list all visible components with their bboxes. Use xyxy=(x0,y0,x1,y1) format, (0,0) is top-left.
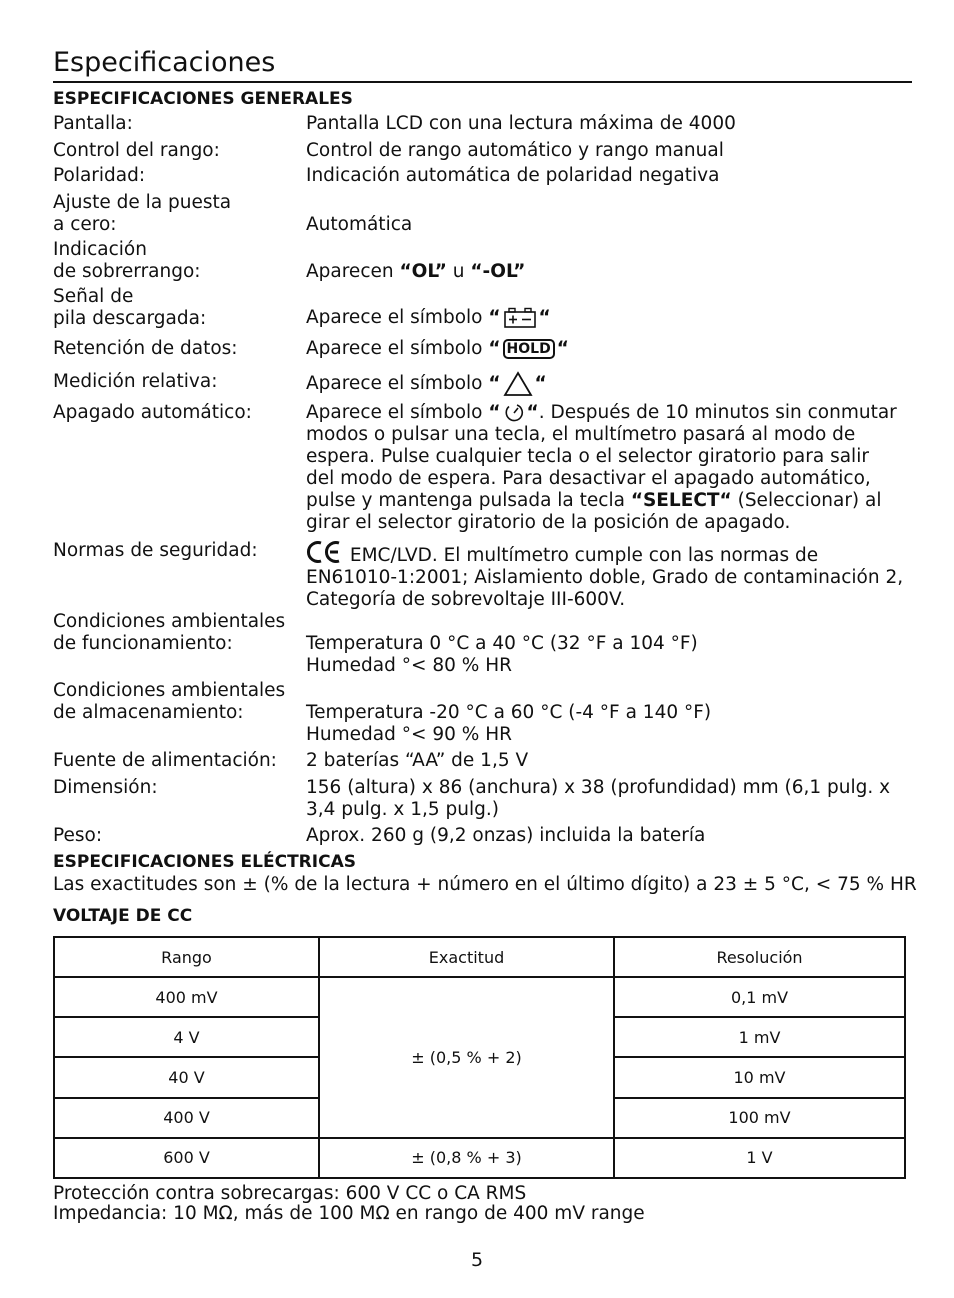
spec-value-polarity: Indicación automática de polaridad negativa xyxy=(306,165,720,186)
resolution-cell: 0,1 mV xyxy=(614,977,905,1017)
battery-icon xyxy=(503,307,537,329)
spec-label-data-hold: Retención de datos: xyxy=(53,338,238,359)
page-title: Especificaciones xyxy=(53,47,276,78)
accuracy-statement: Las exactitudes son ± (% de la lectura + número en el último dígito) a 23 ± 5 °C, < 75 % HR xyxy=(53,874,917,895)
table-row xyxy=(54,977,905,1017)
ce-mark-icon xyxy=(306,540,342,564)
spec-label-overrange: Indicación de sobrerrango: xyxy=(53,239,201,282)
spec-label-safety: Normas de seguridad: xyxy=(53,540,258,561)
spec-label-storage-conditions: Condiciones ambientales de almacenamiento: xyxy=(53,680,286,723)
spec-label-polarity: Polaridad: xyxy=(53,165,146,186)
spec-value-storage-conditions: Temperatura -20 °C a 60 °C (-4 °F a 140 °F) Humedad °< 90 % HR xyxy=(306,702,712,745)
spec-label-weight: Peso: xyxy=(53,825,103,846)
spec-value-display: Pantalla LCD con una lectura máxima de 4000 xyxy=(306,113,736,134)
spec-value-operating-conditions: Temperatura 0 °C a 40 °C (32 °F a 104 °F) Humedad °< 80 % HR xyxy=(306,633,698,676)
spec-value-weight: Aprox. 260 g (9,2 onzas) incluida la batería xyxy=(306,825,706,846)
column-header-resolution: Resolución xyxy=(614,937,905,977)
spec-label-relative: Medición relativa: xyxy=(53,371,218,392)
column-header-range: Rango xyxy=(54,937,319,977)
delta-icon xyxy=(503,371,533,397)
page-number: 5 xyxy=(470,1249,484,1271)
spec-value-dimension: 156 (altura) x 86 (anchura) x 38 (profundidad) mm (6,1 pulg. x 3,4 pulg. x 1,5 pulg.) xyxy=(306,777,891,820)
spec-value-safety: EMC/LVD. El multímetro cumple con las normas de EN61010-1:2001; Aislamiento doble, Grado de contaminación 2, Categoría de sobrevoltaje III-600V. xyxy=(306,540,916,611)
hold-symbol: HOLD xyxy=(503,339,555,359)
resolution-cell: 1 mV xyxy=(614,1017,905,1057)
spec-value-relative: Aparece el símbolo “ “ xyxy=(306,371,916,397)
spec-label-power-supply: Fuente de alimentación: xyxy=(53,750,277,771)
column-header-accuracy: Exactitud xyxy=(319,937,614,977)
resolution-cell: 100 mV xyxy=(614,1098,905,1138)
impedance-note: Impedancia: 10 MΩ, más de 100 MΩ en rango de 400 mV range xyxy=(53,1203,645,1224)
range-cell: 40 V xyxy=(54,1057,319,1097)
spec-value-overrange: Aparecen “OL” u “-OL” xyxy=(306,261,526,282)
spec-value-auto-off: Aparece el símbolo “ “. Después de 10 minutos sin conmutar modos o pulsar una tecla, el multímetro pasará al modo de espera. Pulse cualquier tecla o el selector giratorio para salir del modo de espera. Para desactivar el apagado automático, pulse y mantenga pulsada la tecla “SELECT“ (Seleccionar) al girar el selector giratorio de la posición de apagado. xyxy=(306,402,897,533)
spec-label-operating-conditions: Condiciones ambientales de funcionamiento: xyxy=(53,611,286,654)
resolution-cell: 1 V xyxy=(614,1138,905,1178)
accuracy-cell: ± (0,8 % + 3) xyxy=(319,1138,614,1178)
auto-off-icon xyxy=(503,402,525,424)
dc-voltage-table xyxy=(53,936,906,1179)
spec-label-display: Pantalla: xyxy=(53,113,133,134)
general-specs-heading: ESPECIFICACIONES GENERALES xyxy=(53,89,353,109)
dc-voltage-heading: VOLTAJE DE CC xyxy=(53,906,193,926)
resolution-cell: 10 mV xyxy=(614,1057,905,1097)
spec-value-power-supply: 2 baterías “AA” de 1,5 V xyxy=(306,750,529,771)
title-rule xyxy=(53,81,912,83)
spec-value-low-battery: Aparece el símbolo “ “ xyxy=(306,307,551,328)
range-cell: 600 V xyxy=(54,1138,319,1178)
spec-label-range-control: Control del rango: xyxy=(53,140,220,161)
electrical-specs-heading: ESPECIFICACIONES ELÉCTRICAS xyxy=(53,852,356,872)
range-cell: 400 mV xyxy=(54,977,319,1017)
spec-label-auto-off: Apagado automático: xyxy=(53,402,252,423)
spec-label-zero-adjust: Ajuste de la puesta a cero: xyxy=(53,192,232,235)
spec-value-data-hold: Aparece el símbolo “ HOLD “ xyxy=(306,338,569,359)
range-cell: 400 V xyxy=(54,1098,319,1138)
table-header-row xyxy=(54,937,905,977)
spec-label-low-battery: Señal de pila descargada: xyxy=(53,286,207,329)
overload-protection-note: Protección contra sobrecargas: 600 V CC o CA RMS xyxy=(53,1183,527,1204)
spec-label-dimension: Dimensión: xyxy=(53,777,158,798)
accuracy-cell: ± (0,5 % + 2) xyxy=(319,977,614,1138)
table-row xyxy=(54,1138,905,1178)
spec-value-range-control: Control de rango automático y rango manual xyxy=(306,140,724,161)
spec-value-zero-adjust: Automática xyxy=(306,214,413,235)
range-cell: 4 V xyxy=(54,1017,319,1057)
